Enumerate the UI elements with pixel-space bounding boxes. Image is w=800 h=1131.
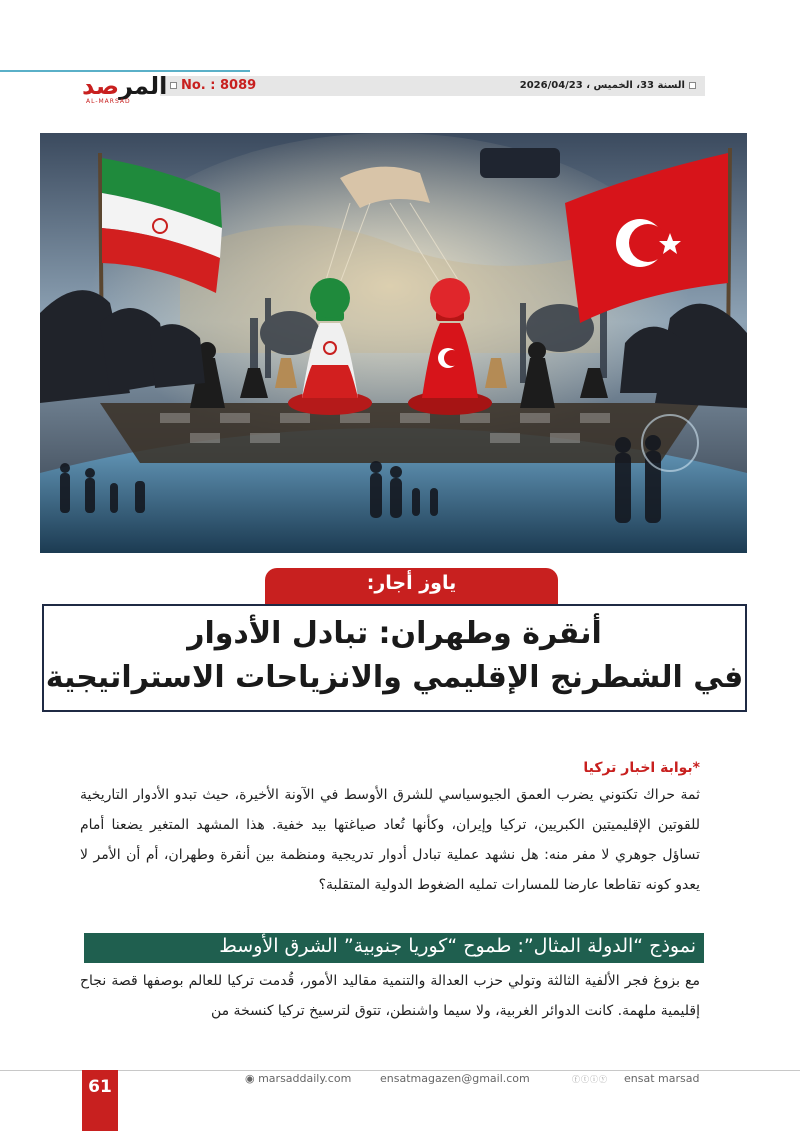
square-bullet-icon [689, 82, 696, 89]
article-source: *بوابة اخبار تركيا [583, 760, 700, 776]
chess-geopolitics-illustration-icon [40, 133, 747, 553]
logo-subtitle: AL-MARSAD [86, 98, 131, 105]
article-title-line-1: أنقرة وطهران: تبادل الأدوار [187, 616, 602, 651]
logo-text-dark: المر [119, 72, 168, 100]
social-media-icons[interactable]: ⓕⓣⓘⓨ [572, 1075, 608, 1084]
article-subheading: نموذج “الدولة المثال”: طموح “كوريا جنوبية” الشرق الأوسط [219, 935, 696, 957]
footer-brand-name: ensat marsad [624, 1072, 700, 1085]
issue-number [166, 78, 256, 93]
footer-rule [0, 1070, 800, 1071]
hero-image [40, 133, 747, 553]
footer-website-link[interactable]: ◉ marsaddaily.com [245, 1072, 352, 1085]
logo-wordmark [82, 72, 167, 100]
article-title-line-2: في الشطرنج الإقليمي والانزياحات الاستراتيجية [45, 660, 744, 695]
author-name: ياوز أجار: [366, 572, 457, 594]
page-number: 61 [88, 1077, 112, 1097]
article-paragraph-2: مع بزوغ فجر الألفية الثالثة وتولي حزب العدالة والتنمية مقاليد الأمور، قُدمت تركيا للعالم بوصفها قصة نجاح إقليمية ملهمة. كانت الدوائر الغربية، ولا سيما واشنطن، تتوق لترسيخ تركيا كنسخة من [80, 973, 700, 1019]
square-bullet-icon [170, 82, 177, 89]
footer-email-link[interactable]: ensatmagazen@gmail.com [380, 1072, 530, 1085]
issue-number-text: No. : 8089 [181, 78, 257, 93]
date-text: السنة 33، الخميس ، 2026/04/23 [519, 80, 685, 91]
article-paragraph-1: ثمة حراك تكتوني يضرب العمق الجيوسياسي للشرق الأوسط في الآونة الأخيرة، حيث تبدو الأدوار التاريخية للقوتين الإقليميتين الكبريين، تركيا وإيران، وكأنها تُعاد صياغتها بيد خفية. هذا المشهد المتغير يضعنا أمام تساؤل جوهري لا مفر منه: هل نشهد عملية تبادل أدوار تدريجية ومنظمة بين أنقرة وطهران، أم أن الأمر لا يعدو كونه تقاطعا عارضا للمسارات تمليه الضغوط الدولية المتقلبة؟ [80, 787, 700, 893]
masthead-logo[interactable] [82, 72, 168, 106]
logo-text-accent: صد [82, 72, 120, 100]
date-line [520, 80, 700, 91]
